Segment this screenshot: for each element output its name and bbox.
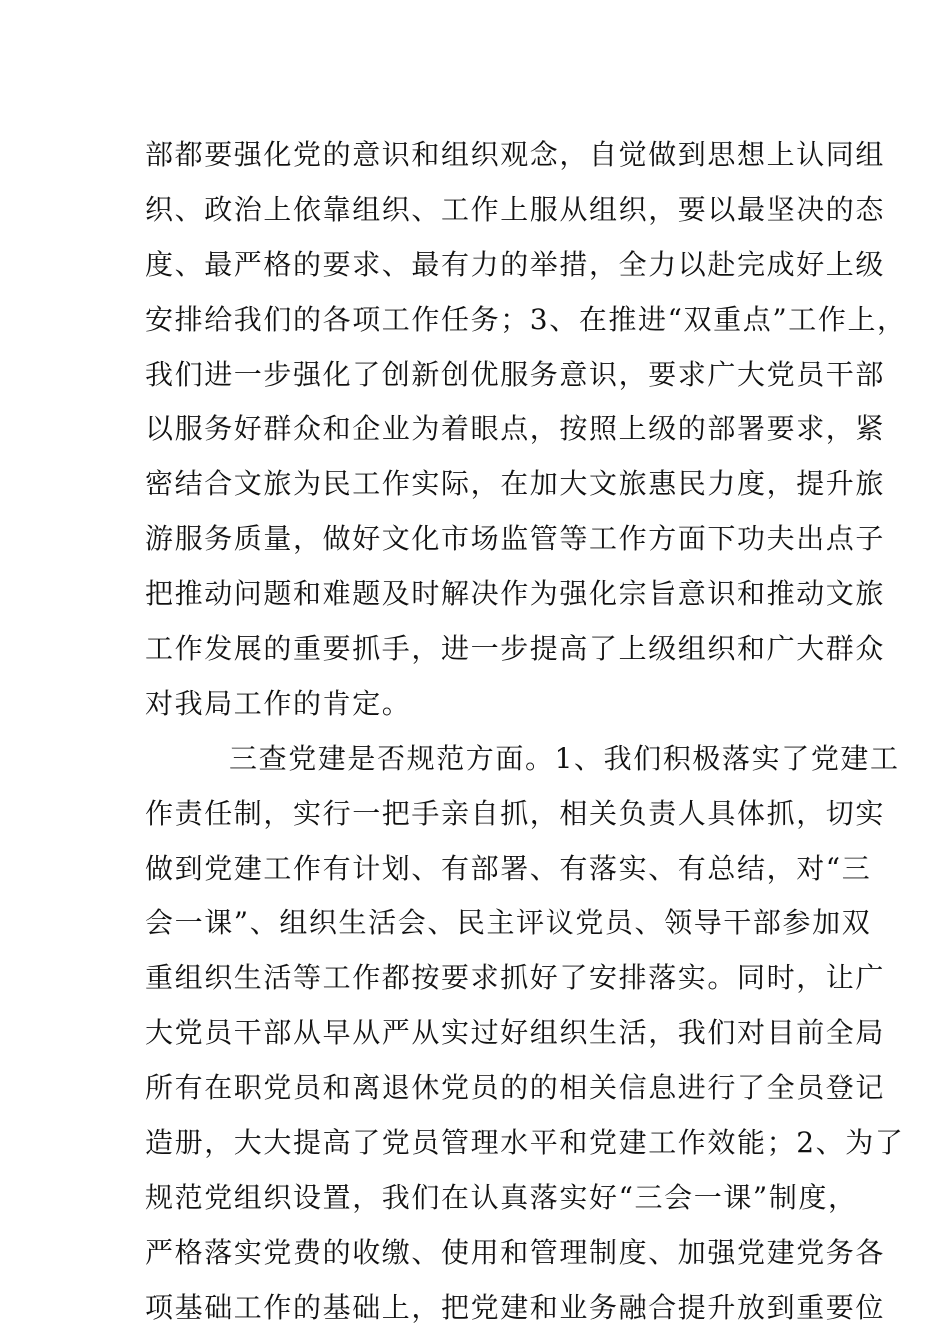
text-line: 重组织生活等工作都按要求抓好了安排落实。同时，让广 — [145, 961, 886, 995]
text-line: 织、政治上依靠组织、工作上服从组织，要以最坚决的态 — [145, 192, 886, 226]
text-line: 我们进一步强化了创新创优服务意识，要求广大党员干部 — [145, 357, 886, 391]
text-line: 所有在职党员和离退休党员的的相关信息进行了全员登记 — [145, 1071, 886, 1105]
text-line: 规范党组织设置，我们在认真落实好“三会一课”制度， — [145, 1180, 858, 1214]
text-line: 做到党建工作有计划、有部署、有落实、有总结，对“三 — [145, 851, 872, 885]
text-line: 游服务质量，做好文化市场监管等工作方面下功夫出点子 — [145, 522, 886, 556]
text-line: 作责任制，实行一把手亲自抓，相关负责人具体抓，切实 — [145, 796, 886, 830]
text-line: 造册，大大提高了党员管理水平和党建工作效能；2、为了 — [145, 1126, 905, 1160]
text-line: 安排给我们的各项工作任务；3、在推进“双重点”工作上， — [145, 302, 907, 336]
paragraph-party-building-standards — [145, 732, 905, 1336]
text-line: 会一课”、组织生活会、民主评议党员、领导干部参加双 — [145, 906, 872, 940]
text-line: 以服务好群众和企业为着眼点，按照上级的部署要求，紧 — [145, 412, 886, 446]
text-line: 大党员干部从早从严从实过好组织生活，我们对目前全局 — [145, 1016, 886, 1050]
text-line: 工作发展的重要抓手，进一步提高了上级组织和广大群众 — [145, 632, 886, 666]
text-line: 度、最严格的要求、最有力的举措，全力以赴完成好上级 — [145, 247, 886, 281]
text-line: 把推动问题和难题及时解决作为强化宗旨意识和推动文旅 — [145, 577, 886, 611]
text-line: 密结合文旅为民工作实际，在加大文旅惠民力度，提升旅 — [145, 467, 886, 501]
text-line: 部都要强化党的意识和组织观念，自觉做到思想上认同组 — [145, 138, 886, 171]
text-line: 对我局工作的肯定。 — [145, 686, 412, 720]
text-line: 项基础工作的基础上，把党建和业务融合提升放到重要位 — [145, 1290, 886, 1324]
body-text — [145, 128, 907, 1336]
text-line: 严格落实党费的收缴、使用和管理制度、加强党建党务各 — [145, 1235, 886, 1269]
text-line: 三查党建是否规范方面。1、我们积极落实了党建工 — [229, 741, 900, 775]
paragraph-continued — [145, 128, 907, 732]
